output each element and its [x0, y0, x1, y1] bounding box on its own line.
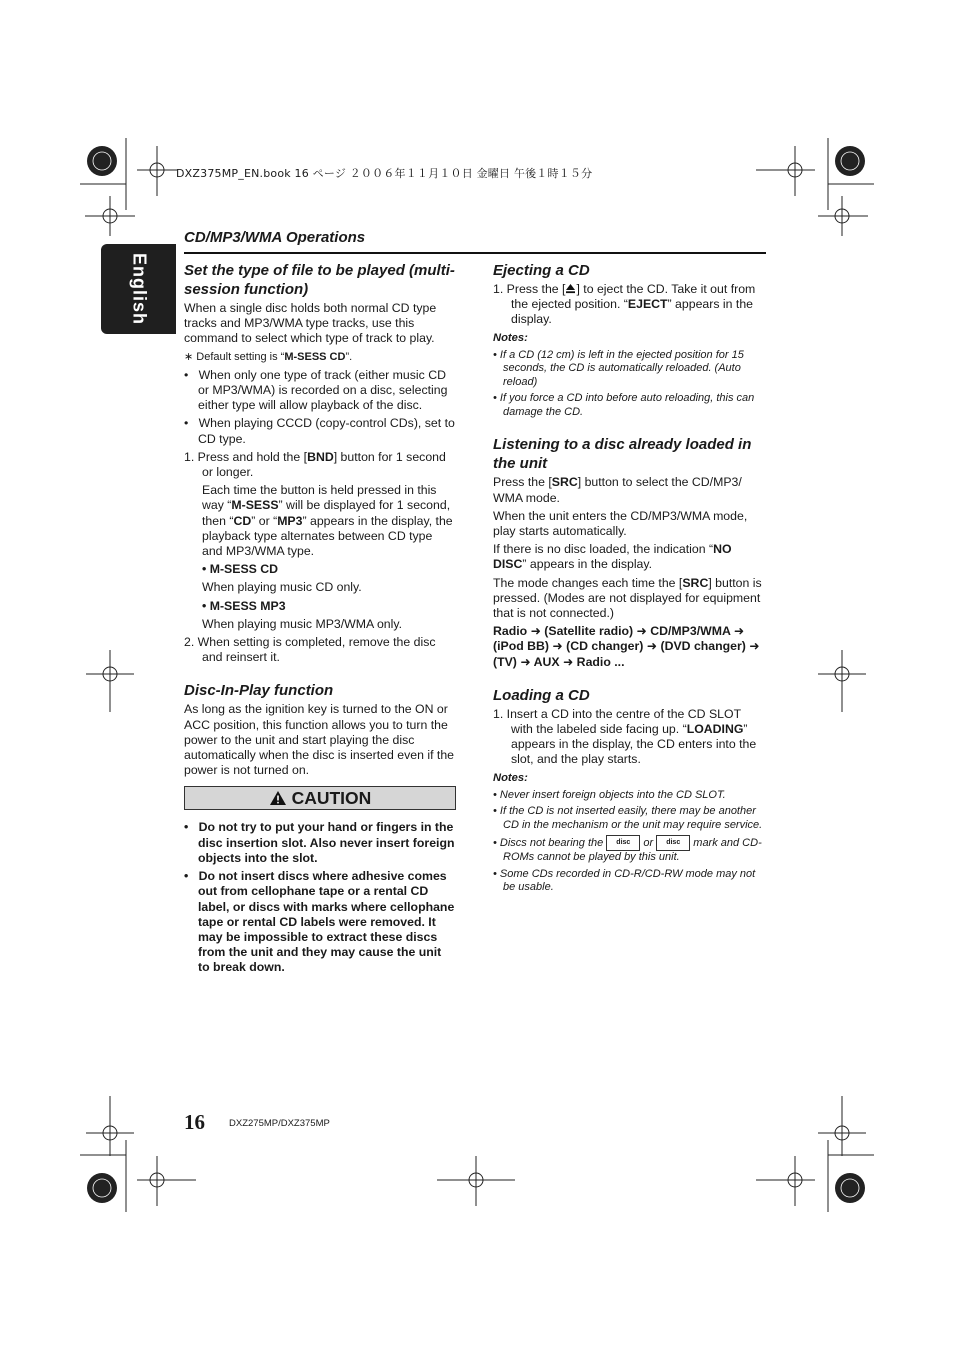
- listening-para: Press the [SRC] button to select the CD/MP3/ WMA mode.: [493, 475, 742, 505]
- listening-heading: Listening to a disc already loaded in the unit: [493, 436, 752, 473]
- language-tab-label: English: [129, 252, 149, 326]
- section-rule: [184, 252, 766, 254]
- section-title: CD/MP3/WMA Operations: [184, 229, 366, 246]
- caution-label: CAUTION: [291, 788, 372, 809]
- load-step-1: 1. Insert a CD into the centre of the CD SLOT with the labeled side facing up. “LOADING” appears in the display, the CD enters into the slot, and the play starts.: [493, 706, 757, 767]
- bullet-item: • When playing CCCD (copy-control CDs), set to CD type.: [184, 416, 455, 446]
- model-footer: DXZ275MP/DXZ375MP: [229, 1118, 330, 1129]
- step-1: 1. Press and hold the [BND] button for 1 second or longer.: [184, 449, 446, 480]
- listening-para: When the unit enters the CD/MP3/WMA mode, play starts automatically.: [493, 508, 748, 538]
- option-desc: When playing music MP3/WMA only.: [202, 616, 403, 631]
- step-1-detail: Each time the button is held pressed in this way “M-SESS” will be displayed for 1 second, then “CD” or “MP3” appears in the display, the playback type alternates between CD type and MP3/WMA type.: [202, 483, 453, 559]
- compact-disc-text-logo-icon: disc: [656, 835, 690, 851]
- bullet-item: • When only one type of track (either music CD or MP3/WMA) is recorded on a disc, selecting either type will allow playback of the disc.: [184, 367, 448, 413]
- right-column: [493, 261, 766, 898]
- note-item: • If you force a CD into before auto reloading, this can damage the CD.: [493, 392, 755, 418]
- note-item: • Discs not bearing the disc or disc mark and CD-ROMs cannot be played by this unit.: [493, 837, 762, 864]
- compact-disc-logo-icon: disc: [606, 835, 640, 851]
- option-desc: When playing music CD only.: [202, 580, 362, 595]
- mode-flow: Radio ➜ (Satellite radio) ➜ CD/MP3/WMA ➜ (iPod BB) ➜ (CD changer) ➜ (DVD changer) ➜ (TV) ➜ AUX ➜ Radio ...: [493, 624, 760, 669]
- eject-heading: Ejecting a CD: [493, 262, 590, 279]
- page-number: 16: [184, 1110, 205, 1134]
- caution-box: [184, 786, 456, 810]
- multisession-intro: When a single disc holds both normal CD type tracks and MP3/WMA type tracks, use this command to select which type of track to play.: [184, 301, 437, 346]
- note-item: • Some CDs recorded in CD-R/CD-RW mode may not be usable.: [493, 867, 756, 894]
- language-tab: [101, 244, 176, 334]
- left-column: [184, 261, 456, 979]
- caution-bullet: • Do not try to put your hand or fingers in the disc insertion slot. Also never insert foreign objects into the slot.: [184, 820, 455, 865]
- listening-para: The mode changes each time the [SRC] button is pressed. (Modes are not displayed for equipment that is not connected.): [493, 575, 762, 620]
- note-item: • Never insert foreign objects into the CD SLOT.: [493, 788, 726, 801]
- file-info-header: DXZ375MP_EN.book 16 ページ ２００６年１１月１０日 金曜日 午後１時１５分: [176, 167, 593, 180]
- notes-title: Notes:: [493, 331, 528, 344]
- eject-icon: [565, 283, 576, 294]
- loading-heading: Loading a CD: [493, 686, 590, 704]
- notes-title: Notes:: [493, 771, 528, 784]
- warning-icon: [269, 790, 287, 806]
- option-label: • M-SESS CD: [202, 562, 279, 577]
- note-item: • If the CD is not inserted easily, there may be another CD in the mechanism or the unit may require service.: [493, 805, 763, 831]
- disc-in-play-body: As long as the ignition key is turned to the ON or ACC position, this function allows you to turn the power to the unit and start playing the disc automatically when the disc is inserted even if the power is not turned on.: [184, 702, 454, 778]
- default-setting: ∗ Default setting is “M-SESS CD”.: [184, 350, 353, 363]
- eject-step-1: 1. Press the [ ] to eject the CD. Take it out from the ejected position. “EJECT” appears in the display.: [493, 282, 756, 327]
- option-label: • M-SESS MP3: [202, 598, 286, 613]
- step-2: 2. When setting is completed, remove the disc and reinsert it.: [184, 635, 436, 665]
- multisession-heading: Set the type of file to be played (multi-session function): [184, 262, 455, 298]
- listening-para: If there is no disc loaded, the indication “NO DISC” appears in the display.: [493, 542, 732, 572]
- note-item: • If a CD (12 cm) is left in the ejected position for 15 seconds, the CD is automatically reloaded. (Auto reload): [493, 348, 744, 388]
- caution-bullet: • Do not insert discs where adhesive comes out from cellophane tape or a rental CD label, or discs with marks where cellophane tape or rental CD labels were removed. It may be impossible to extract these discs from the unit and they may cause the unit to break down.: [184, 869, 455, 975]
- disc-in-play-heading: Disc-In-Play function: [184, 682, 334, 700]
